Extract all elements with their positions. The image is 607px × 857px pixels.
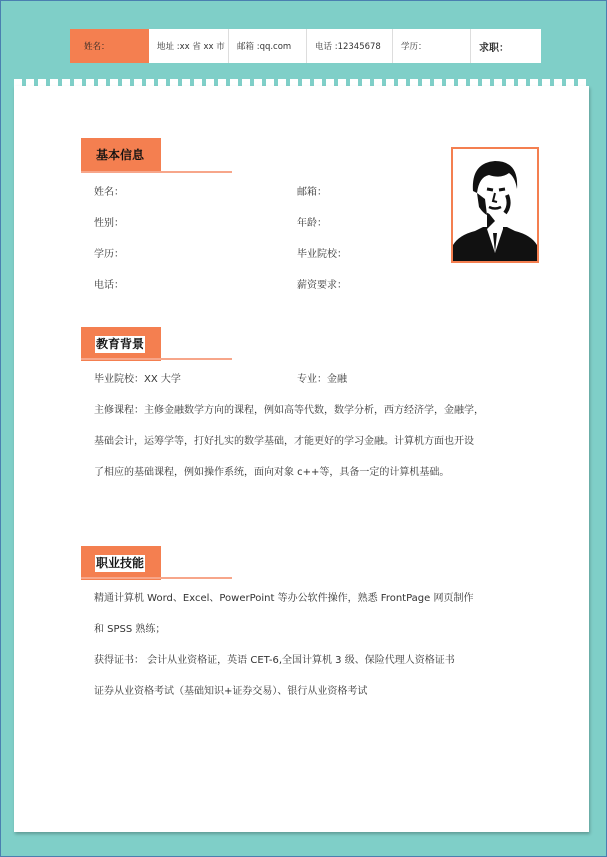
basic-gender: 性别： bbox=[94, 218, 124, 229]
skills-line-3: 获得证书： 会计从业资格证，英语 CET-6,全国计算机 3 级、保险代理人资格证书 bbox=[94, 655, 455, 666]
profile-photo bbox=[451, 147, 539, 263]
edu-line-2: 基础会计，运筹学等，打好扎实的数学基础，才能更好的学习金融。计算机方面也开设 bbox=[94, 436, 474, 447]
basic-email: 邮箱： bbox=[297, 187, 327, 198]
basic-salary: 薪资要求： bbox=[297, 280, 347, 291]
section-skills-label: 职业技能 bbox=[96, 555, 145, 570]
edu-line-1: 主修课程：主修金融数学方向的课程，例如高等代数，数学分析，西方经济学，金融学， bbox=[94, 405, 484, 416]
section-basic-label: 基本信息 bbox=[96, 147, 145, 162]
basic-school: 毕业院校： bbox=[297, 249, 347, 260]
header-email: 邮箱 :qq.com bbox=[229, 29, 307, 63]
header-address: 地址 :xx 省 xx 市 bbox=[149, 29, 229, 63]
section-edu-underline bbox=[81, 358, 232, 360]
header-bar bbox=[70, 29, 541, 63]
skills-line-4: 证券从业资格考试（基础知识+证券交易）、银行从业资格考试 bbox=[94, 686, 368, 697]
edu-line-3: 了相应的基础课程，例如操作系统，面向对象 c++等，具备一定的计算机基础。 bbox=[94, 467, 450, 478]
section-skills-underline bbox=[81, 577, 232, 579]
basic-age: 年龄： bbox=[297, 218, 327, 229]
basic-name: 姓名： bbox=[94, 187, 124, 198]
section-basic-underline bbox=[81, 171, 232, 173]
basic-phone: 电话： bbox=[94, 280, 124, 291]
skills-line-2: 和 SPSS 熟练； bbox=[94, 624, 166, 635]
header-name: 姓名： bbox=[70, 29, 149, 63]
section-edu-title bbox=[81, 327, 161, 361]
section-basic-title bbox=[81, 138, 161, 172]
header-education: 学历： bbox=[393, 29, 471, 63]
basic-education: 学历： bbox=[94, 249, 124, 260]
edu-school: 毕业院校：XX 大学 bbox=[94, 374, 181, 385]
skills-line-1: 精通计算机 Word、Excel、PowerPoint 等办公软件操作，熟悉 FrontPage 网页制作 bbox=[94, 593, 474, 604]
header-phone: 电话 :12345678 bbox=[307, 29, 393, 63]
section-edu-label: 教育背景 bbox=[96, 336, 145, 351]
section-skills-title bbox=[81, 546, 161, 580]
edu-major: 专业：金融 bbox=[297, 374, 347, 385]
header-job: 求职： bbox=[479, 42, 509, 54]
